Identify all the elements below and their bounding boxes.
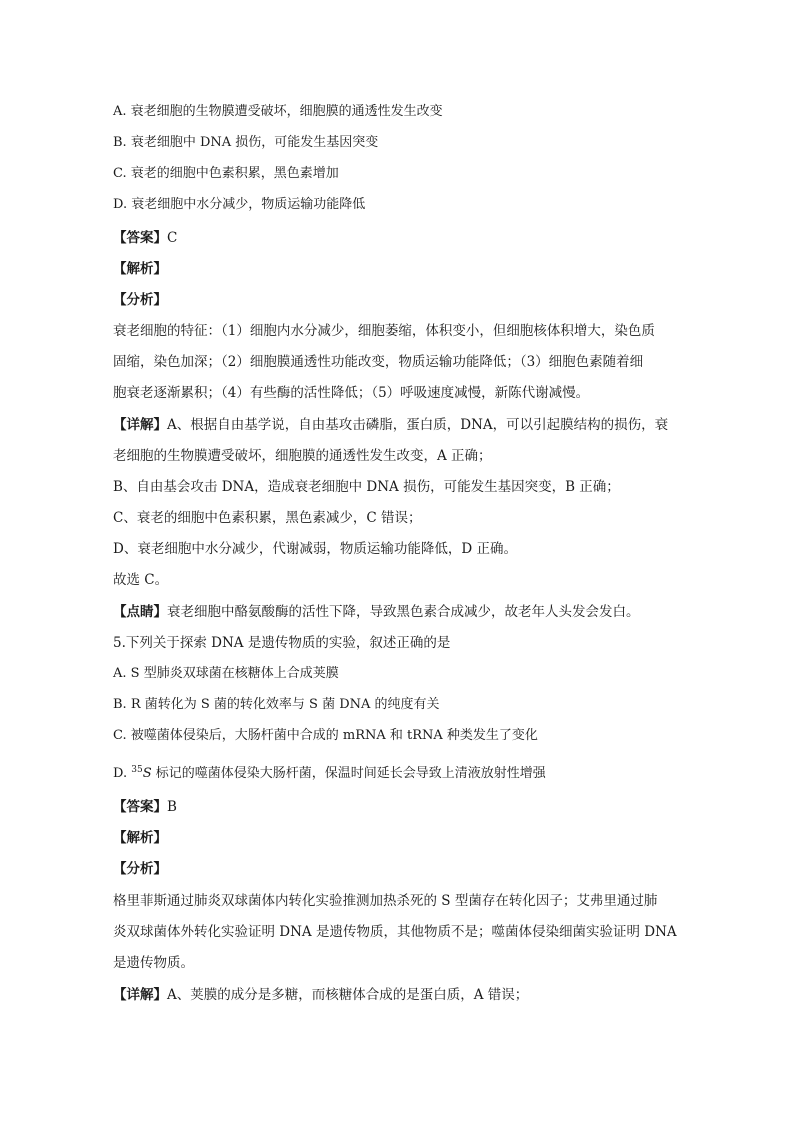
q4-option-d: D. 衰老细胞中水分减少，物质运输功能降低 <box>113 197 366 212</box>
q4-option-c: C. 衰老的细胞中色素积累，黑色素增加 <box>113 166 339 181</box>
q5-analysis-tag: 【解析】 <box>113 830 167 846</box>
q5-answer-tag: 【答案】 <box>113 799 167 815</box>
q5-option-d <box>113 760 546 784</box>
q4-fenxi-line-1: 衰老细胞的特征：（1）细胞内水分减少，细胞萎缩，体积变小，但细胞核体积增大，染色质 <box>113 323 655 339</box>
q5-detail-line-1 <box>113 985 528 1005</box>
q5-detail-tag: 【详解】 <box>113 987 167 1003</box>
q4-detail-line-2: 老细胞的生物膜遭受破坏，细胞膜的通透性发生改变，A 正确； <box>113 448 492 464</box>
q4-detail-line-1 <box>113 415 668 435</box>
q4-fenxi-line-2: 固缩，染色加深；（2）细胞膜通透性功能改变，物质运输功能降低；（3）细胞色素随着细 <box>113 354 644 370</box>
q4-fenxi-line-3: 胞衰老逐渐累积；（4）有些酶的活性降低；（5）呼吸速度减慢，新陈代谢减慢。 <box>113 385 590 401</box>
q5-option-a: A. S 型肺炎双球菌在核糖体上合成荚膜 <box>113 666 339 681</box>
q4-tip-line <box>113 602 640 622</box>
q4-tip-text: 衰老细胞中酪氨酸酶的活性下降，导致黑色素合成减少，故老年人头发会发白。 <box>167 604 640 620</box>
q5-fenxi-line-3: 是遗传物质。 <box>113 955 194 971</box>
q5-option-d-prefix: D. <box>113 766 128 781</box>
q4-detail-line-4: C、衰老的细胞中色素积累，黑色素减少，C 错误； <box>113 510 422 526</box>
q4-conclusion: 故选 C。 <box>113 572 169 588</box>
q5-question: 5.下列关于探索 DNA 是遗传物质的实验，叙述正确的是 <box>113 635 451 651</box>
q4-tip-tag: 【点睛】 <box>113 604 167 620</box>
q5-option-d-mass: 35 <box>131 765 143 775</box>
q4-detail-line-3: B、自由基会攻击 DNA，造成衰老细胞中 DNA 损伤，可能发生基因突变，B 正确； <box>113 479 620 495</box>
q4-answer-value: C <box>167 230 178 246</box>
q4-detail-tag: 【详解】 <box>113 417 167 433</box>
q4-option-b: B. 衰老细胞中 DNA 损伤，可能发生基因突变 <box>113 135 379 150</box>
q4-analysis-tag: 【解析】 <box>113 261 167 277</box>
q5-answer-value: B <box>167 799 177 815</box>
q5-answer-line <box>113 797 177 817</box>
q5-option-c: C. 被噬菌体侵染后，大肠杆菌中合成的 mRNA 和 tRNA 种类发生了变化 <box>113 728 538 743</box>
q4-detail-text-1: A、根据自由基学说，自由基攻击磷脂，蛋白质，DNA，可以引起膜结构的损伤，衰 <box>167 417 669 433</box>
q5-option-b: B. R 菌转化为 S 菌的转化效率与 S 菌 DNA 的纯度有关 <box>113 697 440 712</box>
q4-fenxi-tag: 【分析】 <box>113 292 167 308</box>
q5-fenxi-line-2: 炎双球菌体外转化实验证明 DNA 是遗传物质，其他物质不是；噬菌体侵染细菌实验证明 DNA <box>113 924 677 940</box>
q4-option-a: A. 衰老细胞的生物膜遭受破坏，细胞膜的通透性发生改变 <box>113 104 443 119</box>
q5-fenxi-line-1: 格里菲斯通过肺炎双球菌体内转化实验推测加热杀死的 S 型菌存在转化因子；艾弗里通过肺 <box>113 893 658 909</box>
q4-answer-tag: 【答案】 <box>113 230 167 246</box>
q4-detail-line-5: D、衰老细胞中水分减少，代谢减弱，物质运输功能降低，D 正确。 <box>113 541 517 557</box>
q5-detail-text-1: A、荚膜的成分是多糖，而核糖体合成的是蛋白质，A 错误； <box>167 987 529 1003</box>
q5-fenxi-tag: 【分析】 <box>113 861 167 877</box>
q4-answer-line <box>113 228 177 248</box>
q5-option-d-text: 标记的噬菌体侵染大肠杆菌，保温时间延长会导致上清液放射性增强 <box>151 766 546 781</box>
q5-option-d-symbol: S <box>142 766 152 781</box>
